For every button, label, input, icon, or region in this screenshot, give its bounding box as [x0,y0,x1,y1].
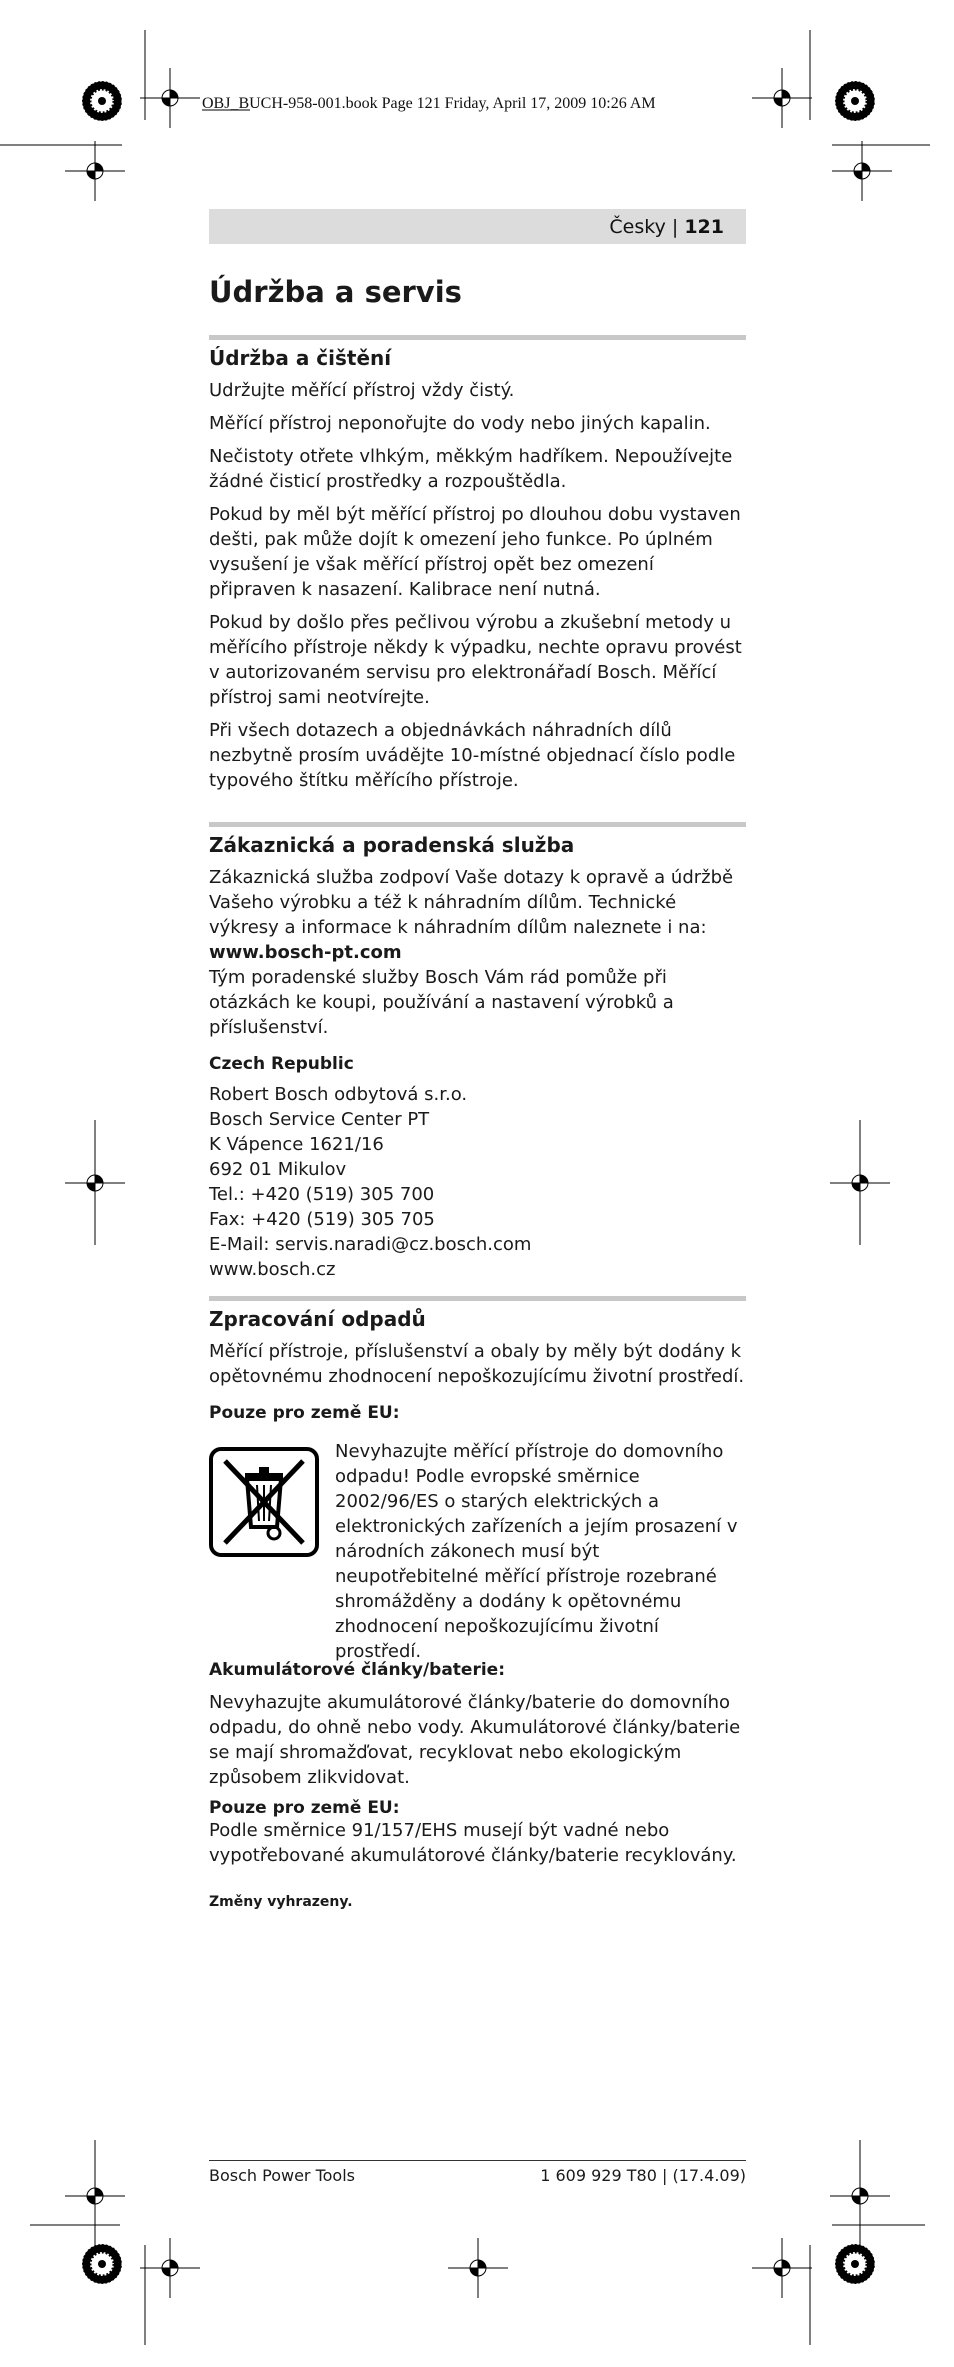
fax-line: Fax: +420 (519) 305 705 [209,1209,435,1230]
battery-directive: Podle směrnice 91/157/EHS musejí být vadné nebo vypotřebované akumulátorové články/baterie recyklovány. [209,1820,737,1866]
changes-reserved: Změny vyhrazeny. [209,1894,353,1910]
paragraph: Udržujte měřící přístroj vždy čistý. [209,380,515,401]
country-heading: Czech Republic [209,1054,354,1074]
registration-star-icon [82,2244,122,2284]
paragraph: Pokud by došlo přes pečlivou výrobu a zkušební metody u měřícího přístroje někdy k výpadku, nechte opravu provést v autorizovaném servisu pro elektronářadí Bosch. Měřící přístroj sami neotvírejte. [209,612,742,708]
paragraph: Pokud by měl být měřící přístroj po dlouhou dobu vystaven dešti, pak může dojít k omezení jeho funkce. Po úplném vysušení je však měřící přístroj opět bez omezení připraven k nasazení. Kalibrace není nutná. [209,504,741,600]
section-customer-service [209,822,746,1282]
page-number: 121 [684,216,724,238]
paragraph: Měřící přístroje, příslušenství a obaly by měly být dodány k opětovnému zhodnocení nepoškozujícímu životní prostředí. [209,1341,745,1387]
registration-cross-icon [140,2238,200,2298]
web-line: www.bosch.cz [209,1259,336,1280]
paragraph: Měřící přístroj neponořujte do vody nebo jiných kapalin. [209,413,711,434]
section-disposal [209,1296,746,1423]
weee-text-block [335,1439,747,1664]
page-header-text [609,216,724,238]
address-line: Bosch Service Center PT [209,1109,430,1130]
main-title-block [209,275,746,309]
footer-rule [209,2160,746,2161]
address-block [209,1082,746,1282]
print-info-line: OBJ_BUCH-958-001.book Page 121 Friday, April 17, 2009 10:26 AM [202,95,656,112]
registration-star-icon [835,81,875,121]
registration-star-icon [835,2244,875,2284]
phone-line: Tel.: +420 (519) 305 700 [209,1184,435,1205]
address-line: Robert Bosch odbytová s.r.o. [209,1084,468,1105]
section-heading: Zpracování odpadů [209,1307,426,1331]
eu-only-label: Pouze pro země EU: [209,1798,400,1818]
section-rule [209,1296,746,1301]
paragraph: Nečistoty otřete vlhkým, měkkým hadříkem. Nepoužívejte žádné čisticí prostředky a rozpouštědla. [209,446,733,492]
footer-doc-number: 1 609 929 T80 | (17.4.09) [540,2166,746,2185]
section-maintenance [209,335,746,793]
registration-cross-icon [65,141,125,201]
address-line: K Vápence 1621/16 [209,1134,384,1155]
website-link[interactable]: www.bosch-pt.com [209,942,402,963]
page-title: Údržba a servis [209,275,462,309]
weee-crossed-bin-icon [209,1447,319,1557]
section-rule [209,822,746,827]
registration-cross-icon [140,68,200,128]
paragraph: Tým poradenské služby Bosch Vám rád pomůže při otázkách ke koupi, používání a nastavení výrobků a příslušenství. [209,967,674,1038]
email-line: E-Mail: servis.naradi@cz.bosch.com [209,1234,532,1255]
eu-only-label: Pouze pro země EU: [209,1403,400,1423]
battery-block [209,1660,746,1924]
weee-directive-text: Nevyhazujte měřící přístroje do domovního odpadu! Podle evropské směrnice 2002/96/ES o starých elektrických a elektronických zařízeních a jejím prosazení v národních zákonech musí být neupotřebitelné měřící přístroje rozebrané shromážděny a dodány k opětovnému zhodnocení nepoškozujícímu životní prostředí. [335,1441,738,1662]
section-heading: Údržba a čištění [209,346,392,370]
paragraph: Zákaznická služba zodpoví Vaše dotazy k opravě a údržbě Vašeho výrobku a též k náhradním dílům. Technické výkresy a informace k náhradním dílům naleznete i na: [209,867,734,938]
header-separator: | [665,216,685,238]
registration-cross-icon [832,141,892,201]
registration-cross-icon [448,2238,508,2298]
address-line: 692 01 Mikulov [209,1159,347,1180]
page-header-bar [209,209,746,244]
registration-star-icon [82,81,122,121]
footer-brand: Bosch Power Tools [209,2166,355,2185]
registration-cross-icon [752,68,812,128]
section-rule [209,335,746,340]
header-language: Česky [609,216,666,238]
battery-paragraph: Nevyhazujte akumulátorové články/baterie do domovního odpadu, do ohně nebo vody. Akumulátorové články/baterie se mají shromažďovat, recyklovat nebo ekologickým způsobem zlikvidovat. [209,1692,741,1788]
registration-cross-icon [752,2238,812,2298]
battery-heading: Akumulátorové články/baterie: [209,1660,505,1680]
paragraph: Při všech dotazech a objednávkách náhradních dílů nezbytně prosím uvádějte 10-místné objednací číslo podle typového štítku měřícího přístroje. [209,720,736,791]
section-heading: Zákaznická a poradenská služba [209,833,575,857]
